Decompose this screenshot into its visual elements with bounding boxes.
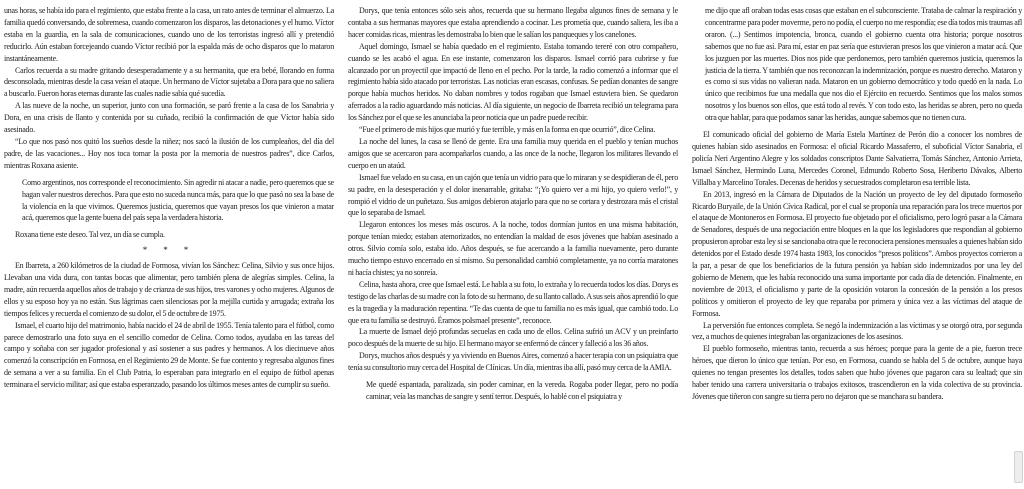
scrollbar-thumb[interactable] bbox=[1014, 451, 1023, 483]
paragraph: “Fue el primero de mis hijos que murió y fue terrible, y más en la forma en que ocurrió”, dice Celina. bbox=[359, 125, 656, 135]
paragraph: Ismael, el cuarto hijo del matrimonio, había nacido el 24 de abril de 1955. Tenía talento para el fútbol, como parece demostrarlo una foto suya en el sencillo comedor de Celina. Como todos, ayudaba en las tareas del campo y soñaba con ser jugador profesional y así sostener a sus padres y hermanos. A los diecinueve años comenzó la conscripción en Formosa, en el Regimiento 29 de Monte. Se fue contento y regresaba algunos fines de semana a ver a su familia. En el Club Patria, lo esperaban para integrarlo en el equipo de fútbol apenas terminara el servicio militar; así que estaba esperanzado, pasando los últimos meses antes de cumplir su sueño. bbox=[4, 320, 334, 390]
paragraph: La perversión fue entonces completa. Se negó la indemnización a las víctimas y se otorgó otra, por segunda vez, a muchos de quienes integraban las organizaciones de los asesinos. bbox=[692, 320, 1022, 342]
paragraph: Aquel domingo, Ismael se había quedado en el regimiento. Estaba tomando tereré con otro compañero, cuando se les acabó el agua. En ese instante, comenzaron los disparos. Ismael corrió para cubrirse y fue alcanzado por un proyectil que impactó de lleno en el pecho. Por la tarde, la radio comenzó a informar que el regimiento había sido atacado por terroristas. Las noticias eran escasas, confusas. Se pedían donantes de sangre porque había muchos heridos. No daban nombres y todos rogaban que Ismael estuviera bien. Se quedaron aferrados a la radio aguardando más noticias. Al día siguiente, un negocio de Ibarreta recibió un telegrama para los Sánchez por el que se les anunciaba la peor noticia que un padre puede recibir. bbox=[348, 41, 678, 123]
paragraph: Ismael fue velado en su casa, en un cajón que tenía un vidrio para que lo miraran y se despidieran de él, pero su padre, en la desesperación y el dolor inenarrable, gritaba: “¡Yo quiero ver a mi hijo, yo quiero verlo!”, y rompió el vidrio de un puñetazo. Sus amigos debieron atajarlo para que no se cortara y destrozara más el cristal que lo separaba de Ismael. bbox=[348, 172, 678, 218]
block-quote: Como argentinos, nos corresponde el reconocimiento. Sin agredir ni atacar a nadie, pero queremos que se hagan valer nuestros derechos. Para que esto no suceda nunca más, para que lo que pasó no sea la base de la violencia en la que vivimos. Queremos justicia, queremos que vayan presos los que vinieron a matar acá, queremos que la gente buena del país sepa la verdadera historia. bbox=[22, 177, 334, 223]
paragraph: Dorys, muchos años después y ya viviendo en Buenos Aires, comenzó a hacer terapia con un psiquiatra que tenía su consultorio muy cerca del Hospital de Clínicas. Un día, mientras iba allí, pasó muy cerca de la AMIA. bbox=[348, 351, 678, 373]
text-column-1 bbox=[4, 5, 334, 487]
paragraph: Llegaron entonces los meses más oscuros. A la noche, todos dormían juntos en una misma habitación, porque tenían miedo; estaban atemorizados, no entendían la maldad de esos jóvenes que habían asesinado a otros. Silvio comía solo, estaba ido. Años después, se fue acercando a la familia nuevamente, pero durante mucho tiempo estuvo encerrado en sí mismo. Su personalidad cambió completamente, ya no corría maratones ni hacía chistes; ya no sonreía. bbox=[348, 220, 678, 277]
section-separator: * * * bbox=[142, 245, 196, 256]
block-quote: Me quedé espantada, paralizada, sin poder caminar, en la vereda. Rogaba poder llegar, pero no podía caminar, veía las manchas de sangre y sentí terror. Después, lo hablé con el psiquiatra y bbox=[366, 380, 678, 401]
paragraph: El comunicado oficial del gobierno de María Estela Martínez de Perón dio a conocer los nombres de quienes habían sido asesinados en Formosa: el oficial Ricardo Massaferro, el suboficial Víctor Sanabria, el policía Neri Argentino Alegre y los soldados conscriptos Dante Salvatierra, Tomás Sánchez, Antonio Arrieta, Ismael Sánchez, Hermindo Luna, Mercedes Coronel, Edmundo Roberto Sosa, Heriberto Dávalos, Alberto Villalba y Marcelino Torales. Decenas de heridos y secuestrados completaron esa terrible lista. bbox=[692, 130, 1022, 187]
paragraph: La muerte de Ismael dejó profundas secuelas en cada uno de ellos. Celina sufrió un ACV y un preinfarto poco después de la muerte de su hijo. El hermano mayor se enfermó de cáncer y falleció a los 36 años. bbox=[348, 327, 678, 349]
paragraph: “Lo que nos pasó nos quitó los sueños desde la niñez; nos sacó la ilusión de los cumpleaños, del día del padre, de las vacaciones... Hoy nos toca tomar la posta por la memoria de nuestros padres”, dice Carlos, mientras Roxana asiente. bbox=[4, 136, 334, 170]
paragraph: unas horas, se había ido para el regimiento, que estaba frente a la casa, un rato antes de terminar el almuerzo. La familia quedó conversando, de sobremesa, cuando comenzaron los disparos, las detonaciones y el humo. Víctor estaba en la guardia, en la sala de comunicaciones, cuando uno de los terroristas ingresó allí y pretendió reducirlo. Aún estaban forcejeando cuando Víctor recibió por la espalda más de ocho disparos que lo mataron instantáneamente. bbox=[4, 6, 334, 63]
text-column-3 bbox=[692, 5, 1022, 487]
paragraph: Carlos recuerda a su madre gritando desesperadamente y a su hermanita, que era bebé, llorando en forma desconsolada, mientras desde la casa veían el ataque. Un hermano de Víctor sujetaba a Dora para que no saliera a buscarlo. Fueron horas eternas durante las cuales nadie sabía qué sucedía. bbox=[4, 65, 334, 99]
paragraph: Dorys, que tenía entonces sólo seis años, recuerda que su hermano llegaba algunos fines de semana y le contaba a sus hermanas mayores que estaba aprendiendo a cocinar. Les prometía que, cuando saliera, les iba a hacer comidas ricas, mientras les demostraba lo bien que le salían los panqueques y los canelones. bbox=[348, 6, 678, 39]
paragraph: El pueblo formoseño, mientras tanto, recuerda a sus héroes; porque para la gente de a pie, fueron trece héroes, que dieron lo único que tenían. Por eso, en Formosa, cuando se habla del 5 de octubre, aunque haya quienes no tengan presentes los detalles, todos saben que hubo jóvenes que pagaron cara su lealtad; que sin haber tenido una carrera universitaria o trabajos exitosos, trascendieron en la vida colectiva de su provincia. Jóvenes que tiñeron con sangre su tierra pero no dejaron que se manchara su bandera. bbox=[692, 344, 1022, 401]
paragraph: La noche del lunes, la casa se llenó de gente. Era una familia muy querida en el pueblo y tenían muchos amigos que se acercaron para acompañarlos cuando, a las once de la noche, llegaron los militares llevando el cuerpo en un ataúd. bbox=[348, 136, 678, 170]
paragraph: Roxana tiene este deseo. Tal vez, un día se cumpla. bbox=[15, 230, 165, 240]
paragraph: A las nueve de la noche, un superior, junto con una formación, se paró frente a la casa de los Sanabria y Dora, en una crisis de llanto y contenida por su cuñado, recibió la confirmación de que Víctor había sido asesinado. bbox=[4, 101, 334, 135]
text-column-2 bbox=[348, 5, 678, 487]
paragraph: En Ibarreta, a 260 kilómetros de la ciudad de Formosa, vivían los Sánchez: Celina, Silvio y sus once hijos. Llevaban una vida dura, con tantas bocas que alimentar, pero también plena de alegrías simples. Celina, la madre, aún recuerda aquellos años de trabajo y de crianza de sus hijos, tres varones y ocho mujeres. Algunos de ellos y su esposo hoy ya no están. Sus lágrimas caen silenciosas por la mejilla curtida y arrugada; extraña los tiempos felices y recuerda el comienzo de su dolor, el 5 de octubre de 1975. bbox=[4, 261, 334, 318]
block-quote: me dijo que afl oraban todas esas cosas que estaban en el subconsciente. Trataba de calmar la respiración y concentrarme para poder moverme, pero no podía, el cuerpo no me respondía; ese día todos mis traumas afl oraron. (...) Sentimos impotencia, bronca, cuando el gobierno cuenta otra historia; porque nosotros sabemos que no fue así. Para mí, estar en paz sería que estuvieran presos los que vinieron a matar acá. Que los juzguen por las muertes. Dios nos pide que perdonemos, pero también queremos justicia, queremos la justicia de la tierra. Y también que nos reconozcan la indemnización, porque es nuestro derecho. Mataron y es como si sus vidas no valieran nada. Mataron en un gobierno democrático y todo quedó en la nada. Lo único que recibimos fue una medalla que nos dio el Ejército en recuerdo. Sentimos que los malos somos nosotros y los buenos son ellos, que está todo al revés. Y con todo esto, las heridas se abren, pero no queda otra que hablar, para que podamos sanar las heridas, aunque sabemos que no tienen cura. bbox=[705, 6, 1022, 123]
paragraph: En 2013, ingresó en la Cámara de Diputados de la Nación un proyecto de ley del diputado formoseño Ricardo Buryaile, de la Unión Cívica Radical, por el cual se proponía una reparación para los trece muertos por el ataque de Montoneros en Formosa. El proyecto fue objetado por el oficialismo, pero logró pasar a la Cámara de Senadores, después de una negociación entre bloques en la que los legisladores que respondían al gobierno propusieron aprobar esta ley si se sancionaba otra que le reconociera pensiones mensuales a quienes habían sido detenidos por el Estado desde 1974 hasta 1983, los conocidos “presos políticos”. Ambos proyectos corrieron a la par, a pesar de que los beneficiarios de la futura pensión ya habían sido indemnizados por una ley del gobierno de Menem, que les había reconocido una suma importante por cada día de detención. Finalmente, en noviembre de 2013, el oficialismo y parte de la oposición votaron la concesión de la pensión a los presos políticos y omitieron el proyecto de ley que reparaba por primera y única vez a las víctimas del ataque de Formosa. bbox=[692, 189, 1022, 318]
paragraph: Celina, hasta ahora, cree que Ismael está. Le habla a su foto, lo extraña y lo recuerda todos los días. Dorys es testigo de las charlas de su madre con la foto de su hermano, de su llanto callado. A sus seis años aprendió lo que es la tragedia y la maduración repentina. “Te das cuenta de que tu familia no es más igual, que cambió todo. Lo que era tu familia se destruyó. Éramos poIsmael presente”, reconoce. bbox=[348, 279, 678, 325]
